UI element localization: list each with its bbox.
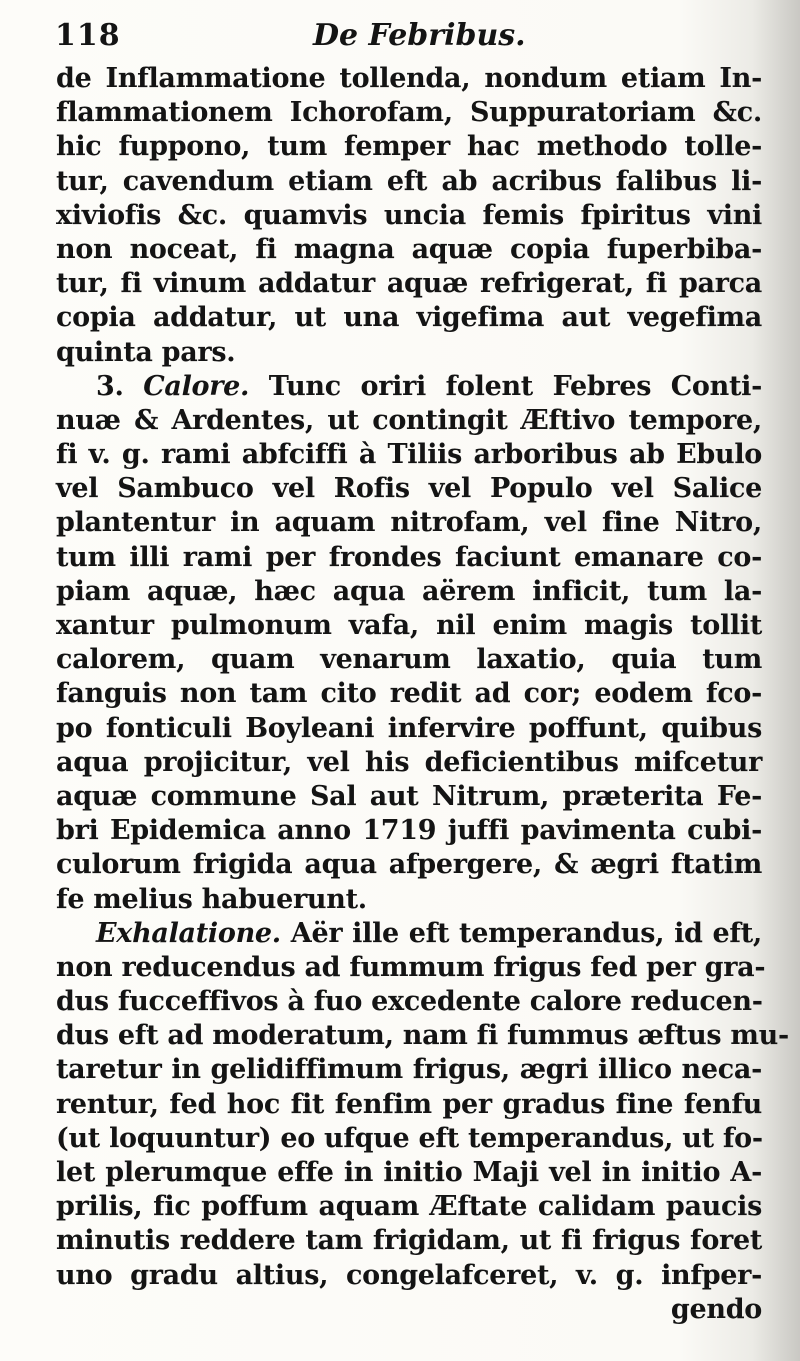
text-line: vel Sambuco vel Rofis vel Populo vel Salice [56, 473, 762, 505]
text-line: po fonticuli Boyleani infervire poffunt, quibus [56, 712, 762, 744]
text-line: taretur in gelidiffimum frigus, ægri illico neca- [56, 1054, 762, 1086]
text-line: aqua projicitur, vel his deficientibus mifcetur [56, 746, 762, 778]
running-title: De Febribus. [313, 18, 526, 53]
text-line: tur, fi vinum addatur aquæ refrigerat, fi parca [56, 268, 762, 300]
page-header [55, 18, 755, 62]
section-heading: Calore. [143, 370, 250, 402]
text-line: gendo [670, 1293, 762, 1325]
text-line: quinta pars. [56, 336, 236, 368]
text-line: culorum frigida aqua afpergere, & ægri ftatim [56, 849, 762, 881]
text-line: xantur pulmonum vafa, nil enim magis tollit [56, 610, 762, 641]
text-line: dus eft ad moderatum, nam fi fummus æftus mu- [56, 1020, 789, 1052]
text-line [56, 917, 762, 951]
text-line: tur, cavendum etiam eft ab acribus falibus li- [56, 165, 762, 197]
section-heading: Exhalatione. [96, 917, 281, 949]
text-line: uno gradu altius, congelafceret, v. g. infper- [56, 1259, 762, 1291]
line-text: Aër ille eft temperandus, id eft, [280, 917, 762, 949]
text-line: calorem, quam venarum laxatio, quia tum [56, 644, 762, 676]
text-line: xiviofis &c. quamvis uncia femis fpiritus vini [56, 199, 762, 231]
text-line: minutis reddere tam frigidam, ut fi frigus foret [56, 1225, 762, 1257]
text-line: plantentur in aquam nitrofam, vel fine Nitro, [56, 507, 762, 539]
section-number: 3. [96, 370, 144, 402]
line-text: Tunc oriri folent Febres Conti- [249, 370, 762, 402]
text-line: aquæ commune Sal aut Nitrum, præterita Fe- [56, 780, 762, 812]
text-line: hic fuppono, tum femper hac methodo tolle- [56, 131, 762, 163]
text-line: rentur, fed hoc fit fenfim per gradus fine fenfu [56, 1088, 762, 1120]
text-line: tum illi rami per frondes faciunt emanare co- [56, 541, 762, 573]
text-line: copia addatur, ut una vigefima aut vegefima [56, 302, 762, 334]
text-line: bri Epidemica anno 1719 juffi pavimenta cubi- [56, 815, 762, 847]
page-number: 118 [55, 18, 121, 53]
text-line: piam aquæ, hæc aqua aërem inficit, tum la- [56, 575, 762, 607]
text-line: fi v. g. rami abfciffi à Tiliis arboribus ab Ebulo [56, 439, 762, 471]
text-line: flammationem Ichorofam, Suppuratoriam &c. [56, 97, 762, 129]
text-line: non reducendus ad fummum frigus fed per gra- [56, 951, 766, 983]
text-line: fanguis non tam cito redit ad cor; eodem fco- [56, 678, 762, 710]
text-line: non noceat, fi magna aquæ copia fuperbiba- [56, 233, 762, 265]
text-line: dus fucceffivos à fuo excedente calore reducen- [56, 986, 763, 1018]
text-line: (ut loquuntur) eo ufque eft temperandus, ut fo- [56, 1122, 763, 1154]
text-line: prilis, fic poffum aquam Æftate calidam paucis [56, 1191, 762, 1223]
text-line: de Inflammatione tollenda, nondum etiam In- [56, 63, 762, 94]
body-text [56, 62, 789, 1327]
text-line: let plerumque effe in initio Maji vel in initio A- [56, 1157, 762, 1188]
text-line: fe melius habuerunt. [56, 883, 367, 915]
text-line [56, 370, 762, 404]
text-line: nuæ & Ardentes, ut contingit Æftivo tempore, [56, 404, 762, 436]
